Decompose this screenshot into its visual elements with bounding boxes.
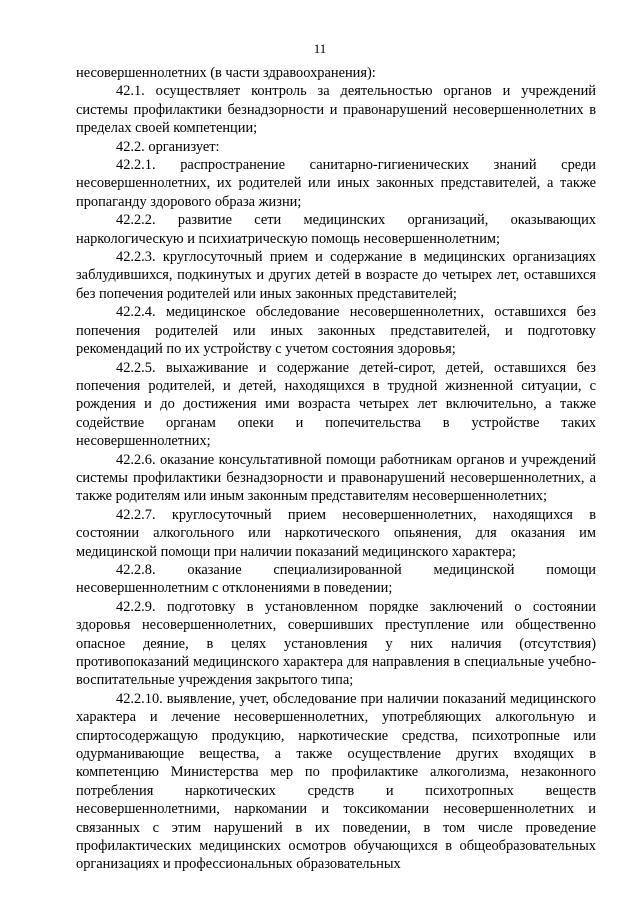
- paragraph: 42.2. организует:: [116, 138, 220, 155]
- paragraph: 42.2.8. оказание специализированной медицинской помощи несовершеннолетним с отклонениями в поведении;: [76, 561, 596, 597]
- paragraph: 42.2.6. оказание консультативной помощи работникам органов и учреждений системы профилактики безнадзорности и правонарушений несовершеннолетних, а также родителям или иным законным представителям несовершеннолетних;: [76, 451, 596, 505]
- paragraph: 42.2.10. выявление, учет, обследование при наличии показаний медицинского характера и лечение несовершеннолетних, употребляющих алкогольную и спиртосодержащую продукцию, наркотические средства, психотропные или одурманивающие вещества, а также осуществление других входящих в компетенцию Министерства мер по профилактике алкоголизма, незаконного потребления наркотических средств и психотропных веществ несовершеннолетними, наркомании и токсикомании несовершеннолетних и связанных с этим нарушений в их поведении, в том числе проведение профилактических медицинских осмотров обучающихся в общеобразовательных организациях и профессиональных образовательных: [76, 690, 596, 873]
- paragraph: 42.2.5. выхаживание и содержание детей-сирот, детей, оставшихся без попечения родителей, и детей, находящихся в трудной жизненной ситуации, с рождения и до достижения ими возраста четырех лет включительно, а также содействие органам опеки и попечительства в устройстве таких несовершеннолетних;: [76, 359, 596, 450]
- paragraph: 42.2.3. круглосуточный прием и содержание в медицинских организациях заблудившихся, подкинутых и других детей в возрасте до четырех лет, оставшихся без попечения родителей или иных законных представителей;: [76, 249, 596, 302]
- paragraph: несовершеннолетних (в части здравоохранения):: [76, 65, 376, 81]
- document-body: [76, 64, 596, 874]
- paragraph: 42.2.2. развитие сети медицинских организаций, оказывающих наркологическую и психиатрическую помощь несовершеннолетним;: [76, 212, 596, 247]
- paragraph: 42.2.7. круглосуточный прием несовершеннолетних, находящихся в состоянии алкогольного или наркотического опьянения, для оказания им медицинской помощи при наличии показаний медицинского характера;: [76, 506, 596, 560]
- paragraph: 42.2.4. медицинское обследование несовершеннолетних, оставшихся без попечения родителей или иных законных представителей, и подготовку рекомендаций по их устройству с учетом состояния здоровья;: [76, 304, 596, 358]
- paragraph: 42.2.9. подготовку в установленном порядке заключений о состоянии здоровья несовершеннолетних, совершивших преступление или общественно опасное деяние, в целях установления у них наличия (отсутствия) противопоказаний медицинского характера для направления в специальные учебно-воспитательные учреждения закрытого типа;: [76, 598, 596, 689]
- page-number: 11: [313, 41, 327, 56]
- paragraph: 42.2.1. распространение санитарно-гигиенических знаний среди несовершеннолетних, их родителей или иных законных представителей, а также пропаганду здорового образа жизни;: [76, 157, 596, 210]
- paragraph: 42.1. осуществляет контроль за деятельностью органов и учреждений системы профилактики безнадзорности и правонарушений несовершеннолетних в пределах своей компетенции;: [76, 83, 596, 137]
